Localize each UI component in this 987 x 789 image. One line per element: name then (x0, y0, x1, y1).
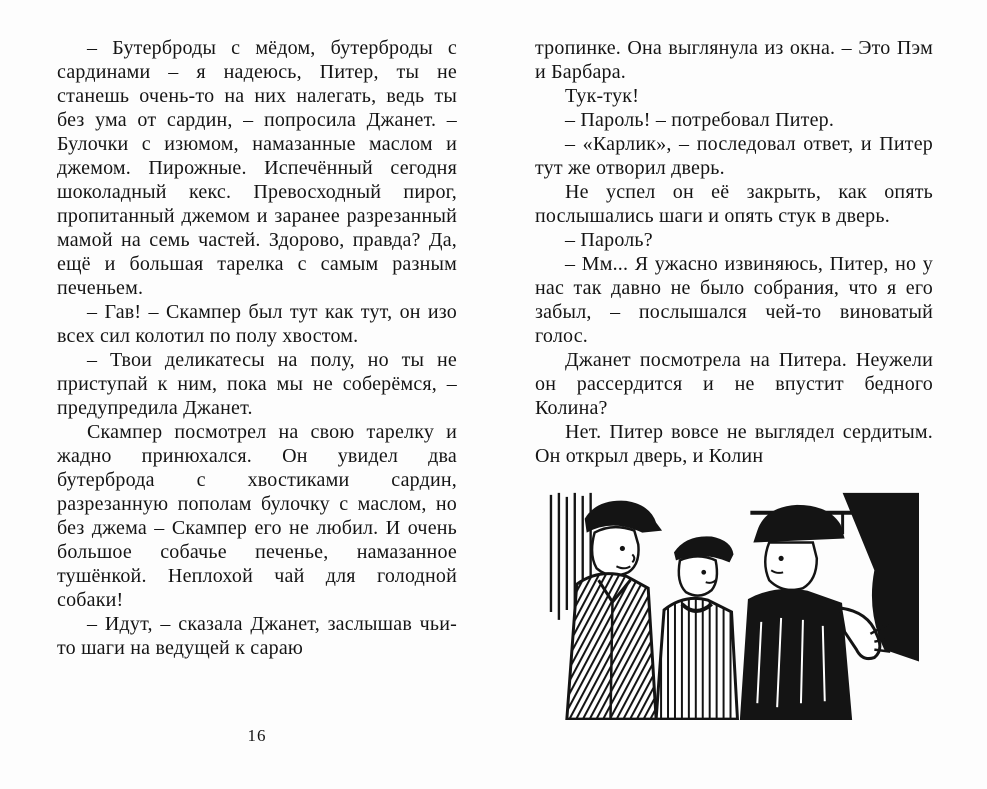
paragraph: – Бутерброды с мёдом, бутерброды с сардинами – я надеюсь, Питер, ты не станешь очень-то на них налегать, ведь ты без ума от сардин, – попросила Джанет. – Булочки с изюмом, намазанные маслом и джемом. Пирожные. Испечённый сегодня шоколадный кекс. Превосходный пирог, пропитанный джемом и заранее разрезанный мамой на семь частей. Здорово, правда? Да, ещё и большая тарелка с самым разным печеньем. (57, 37, 457, 299)
paragraph: – «Карлик», – последовал ответ, и Питер тут же отворил дверь. (535, 133, 933, 179)
text-columns (57, 36, 933, 728)
page-number: 16 (247, 726, 267, 745)
paragraph: Не успел он её закрыть, как опять послышались шаги и опять стук в дверь. (535, 181, 933, 227)
paragraph: – Пароль! – потребовал Питер. (565, 109, 835, 131)
paragraph: Нет. Питер вовсе не выглядел сердитым. Он открыл дверь, и Колин (535, 421, 933, 467)
paragraph: тропинке. Она выглянула из окна. – Это Пэм и Барбара. (535, 37, 933, 83)
paragraph: Тук-тук! (565, 85, 640, 107)
figure-left-boy (567, 501, 662, 719)
figure-middle-boy (656, 536, 737, 719)
paragraph: – Мм... Я ужасно извиняюсь, Питер, но у нас так давно не было собрания, что я его забыл, – послышался чей-то виноватый голос. (535, 253, 933, 347)
right-page-text (535, 36, 933, 728)
paragraph: – Гав! – Скампер был тут как тут, он изо всех сил колотил по полу хвостом. (57, 301, 457, 347)
paragraph: – Твои деликатесы на полу, но ты не приступай к ним, пока мы не соберёмся, – предупредила Джанет. (57, 349, 457, 419)
paragraph: Джанет посмотрела на Питера. Неужели он рассердится и не впустит бедного Колина? (535, 349, 933, 419)
book-illustration (547, 492, 919, 720)
paragraph: – Идут, – сказала Джанет, заслышав чьи-то шаги на ведущей к сараю (57, 613, 457, 659)
left-page-text (57, 36, 457, 728)
paragraph: Скампер посмотрел на свою тарелку и жадно принюхался. Он увидел два бутерброда с хвостиками сардин, разрезанную пополам булочку с маслом, но без джема – Скампер его не любил. И очень большое собачье печенье, намазанное тушёнкой. Неплохой чай для голодной собаки! (57, 421, 457, 611)
paragraph: – Пароль? (565, 229, 653, 251)
